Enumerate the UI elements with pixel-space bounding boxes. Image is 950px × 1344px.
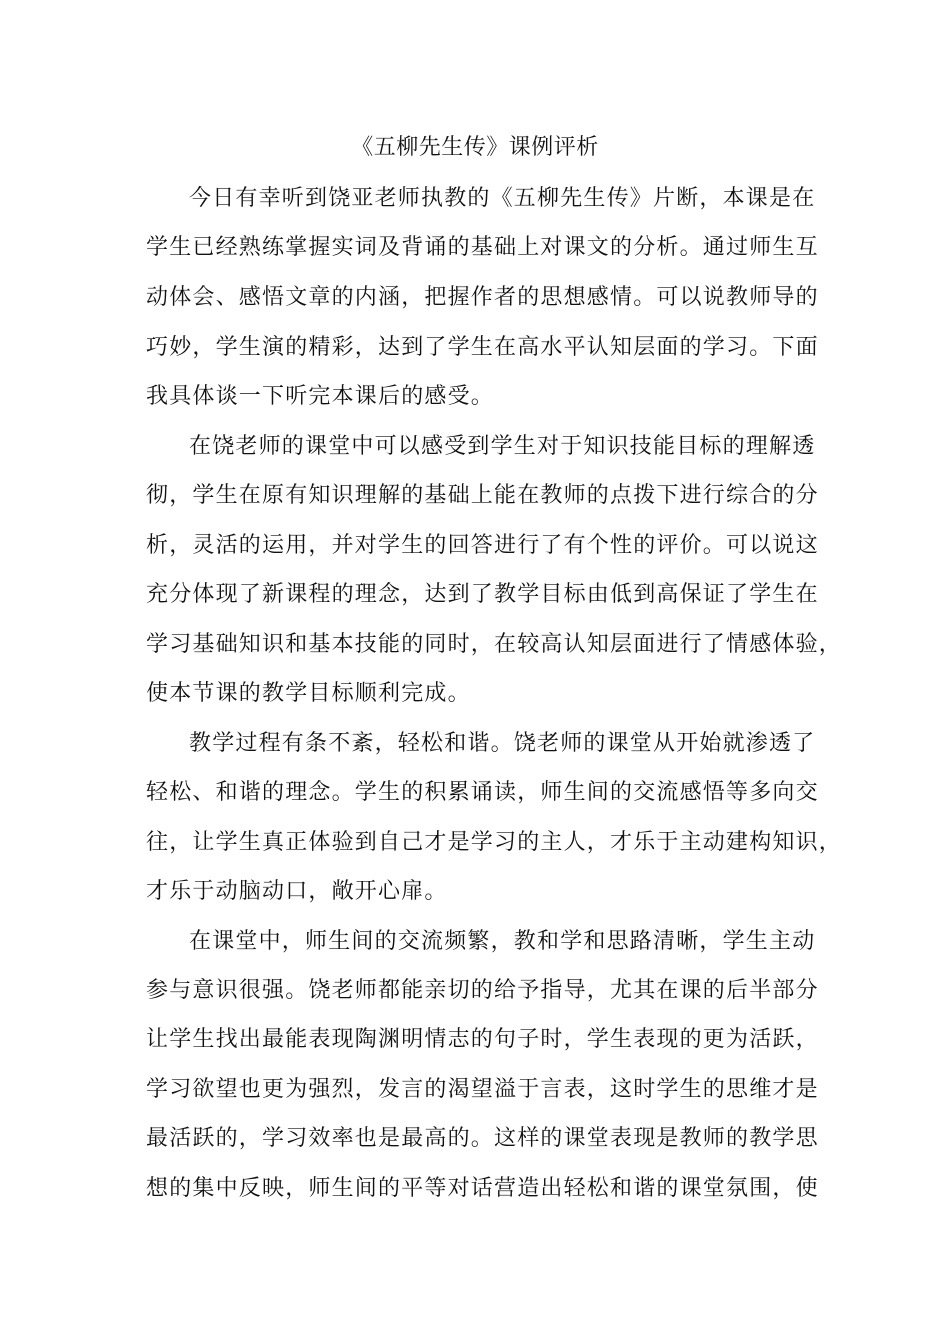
- paragraph-2-line-4: 充分体现了新课程的理念，达到了教学目标由低到高保证了学生在: [146, 582, 819, 607]
- paragraph-2-line-6: 使本节课的教学目标顺利完成。: [146, 681, 471, 706]
- paragraph-4-line-2: 参与意识很强。饶老师都能亲切的给予指导，尤其在课的后半部分: [146, 978, 819, 1003]
- paragraph-3-line-3: 往，让学生真正体验到自己才是学习的主人，才乐于主动建构知识，: [146, 830, 843, 855]
- paragraph-4-line-6: 想的集中反映，师生间的平等对话营造出轻松和谐的课堂氛围，使: [146, 1176, 819, 1201]
- document-title: 《五柳先生传》课例评析: [351, 135, 599, 160]
- paragraph-4-line-5: 最活跃的，学习效率也是最高的。这样的课堂表现是教师的教学思: [146, 1126, 819, 1151]
- paragraph-2-line-1: 在饶老师的课堂中可以感受到学生对于知识技能目标的理解透: [189, 434, 816, 459]
- paragraph-2-line-2: 彻，学生在原有知识理解的基础上能在教师的点拨下进行综合的分: [146, 483, 819, 508]
- paragraph-2-line-3: 析，灵活的运用，并对学生的回答进行了有个性的评价。可以说这: [146, 533, 819, 558]
- paragraph-2-line-5: 学习基础知识和基本技能的同时，在较高认知层面进行了情感体验，: [146, 632, 843, 657]
- paragraph-4-line-1: 在课堂中，师生间的交流频繁，教和学和思路清晰，学生主动: [189, 929, 816, 954]
- paragraph-1-line-5: 我具体谈一下听完本课后的感受。: [146, 384, 495, 409]
- paragraph-1-line-3: 动体会、感悟文章的内涵，把握作者的思想感情。可以说教师导的: [146, 285, 819, 310]
- paragraph-1-line-1: 今日有幸听到饶亚老师执教的《五柳先生传》片断，本课是在: [189, 186, 816, 211]
- paragraph-4-line-3: 让学生找出最能表现陶渊明情志的句子时，学生表现的更为活跃，: [146, 1027, 819, 1052]
- paragraph-1-line-4: 巧妙，学生演的精彩，达到了学生在高水平认知层面的学习。下面: [146, 335, 819, 360]
- paragraph-4-line-4: 学习欲望也更为强烈，发言的渴望溢于言表，这时学生的思维才是: [146, 1077, 819, 1102]
- paragraph-3-line-1: 教学过程有条不紊，轻松和谐。饶老师的课堂从开始就渗透了: [189, 731, 816, 756]
- paragraph-3-line-4: 才乐于动脑动口，敞开心扉。: [146, 879, 448, 904]
- paragraph-3-line-2: 轻松、和谐的理念。学生的积累诵读，师生间的交流感悟等多向交: [146, 780, 819, 805]
- paragraph-1-line-2: 学生已经熟练掌握实词及背诵的基础上对课文的分析。通过师生互: [146, 235, 819, 260]
